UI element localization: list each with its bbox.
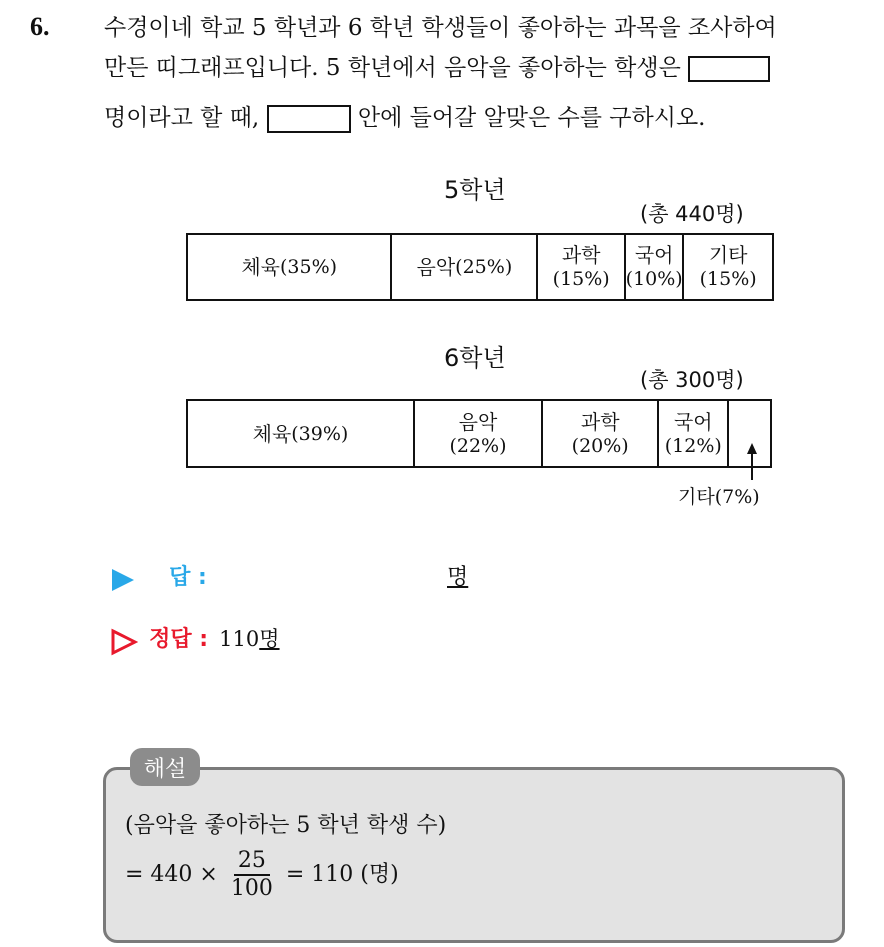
segment-name: 국어	[673, 409, 713, 434]
explanation-line-1: (음악을 좋아하는 5 학년 학생 수)	[125, 813, 447, 838]
correct-answer-unit: 명	[259, 627, 280, 651]
chart-5-total: (총 440명)	[640, 202, 744, 226]
segment-percent: (15%)	[552, 268, 610, 290]
explanation-line-2	[125, 848, 399, 902]
question-line-3	[104, 102, 705, 134]
segment-percent: (22%)	[449, 434, 507, 457]
explanation-fraction	[231, 848, 273, 902]
fraction-numerator: 25	[234, 848, 270, 876]
segment-name: 과학	[561, 243, 601, 267]
other-pointer-arrow-icon	[742, 442, 762, 482]
answer-marker-icon	[110, 567, 136, 593]
chart-5-segment-0	[188, 235, 392, 299]
segment-percent: (20%)	[571, 434, 629, 457]
answer-blank-box-2	[267, 105, 351, 133]
chart-5-segment-3	[626, 235, 684, 299]
segment-name: 음악	[458, 409, 498, 434]
correct-marker-icon	[110, 628, 138, 656]
correct-answer-label: 정답 :	[149, 627, 209, 652]
explanation-expr-suffix: = 110 (명)	[285, 862, 399, 887]
chart-6-segment-1	[415, 401, 543, 466]
chart-6-title: 6학년	[444, 344, 506, 372]
chart-6-total: (총 300명)	[640, 368, 744, 392]
correct-answer-row	[110, 622, 280, 656]
question-number: 6.	[30, 12, 50, 41]
segment-percent: (35%)	[279, 256, 338, 278]
segment-name: 기타	[708, 243, 748, 267]
chart-6-strip	[186, 399, 772, 468]
chart-6-segment-2	[543, 401, 659, 466]
segment-name: 체육	[241, 255, 280, 279]
answer-row	[110, 560, 468, 593]
chart-6-other-label	[678, 482, 760, 509]
question-line-3-after: 안에 들어갈 알맞은 수를 구하시오.	[357, 105, 706, 131]
question-line-1: 수경이네 학교 5 학년과 6 학년 학생들이 좋아하는 과목을 조사하여	[104, 15, 777, 41]
chart-6-segment-3	[659, 401, 729, 466]
segment-percent: (12%)	[664, 434, 722, 457]
segment-name: 음악	[416, 255, 456, 279]
segment-name: 국어	[634, 243, 674, 267]
chart-5-segment-2	[538, 235, 626, 299]
answer-blank-box	[688, 56, 770, 82]
question-line-2-text: 만든 띠그래프입니다. 5 학년에서 음악을 좋아하는 학생은	[104, 55, 681, 81]
chart-5-segment-1	[392, 235, 538, 299]
answer-unit: 명	[447, 565, 469, 590]
chart-6-other-name: 기타	[678, 486, 715, 508]
question-line-3-before: 명이라고 할 때,	[104, 105, 260, 131]
segment-name: 과학	[580, 409, 620, 434]
segment-percent: (25%)	[455, 256, 513, 278]
chart-6-other-pct: (7%)	[714, 486, 760, 508]
explanation-expr-prefix: = 440 ×	[125, 862, 218, 887]
chart-5-segment-4	[684, 235, 772, 299]
chart-5-strip	[186, 233, 774, 301]
chart-6-segment-0	[188, 401, 415, 466]
correct-answer-value: 110	[219, 627, 260, 651]
answer-label: 답 :	[169, 565, 207, 590]
explanation-tab: 해설	[130, 748, 200, 786]
fraction-denominator: 100	[230, 876, 273, 901]
segment-percent: (15%)	[699, 268, 757, 290]
segment-percent: (39%)	[291, 422, 349, 445]
segment-name: 체육	[252, 421, 292, 446]
chart-5-title: 5학년	[444, 176, 506, 204]
segment-percent: (10%)	[625, 268, 683, 290]
question-line-2	[104, 52, 770, 84]
